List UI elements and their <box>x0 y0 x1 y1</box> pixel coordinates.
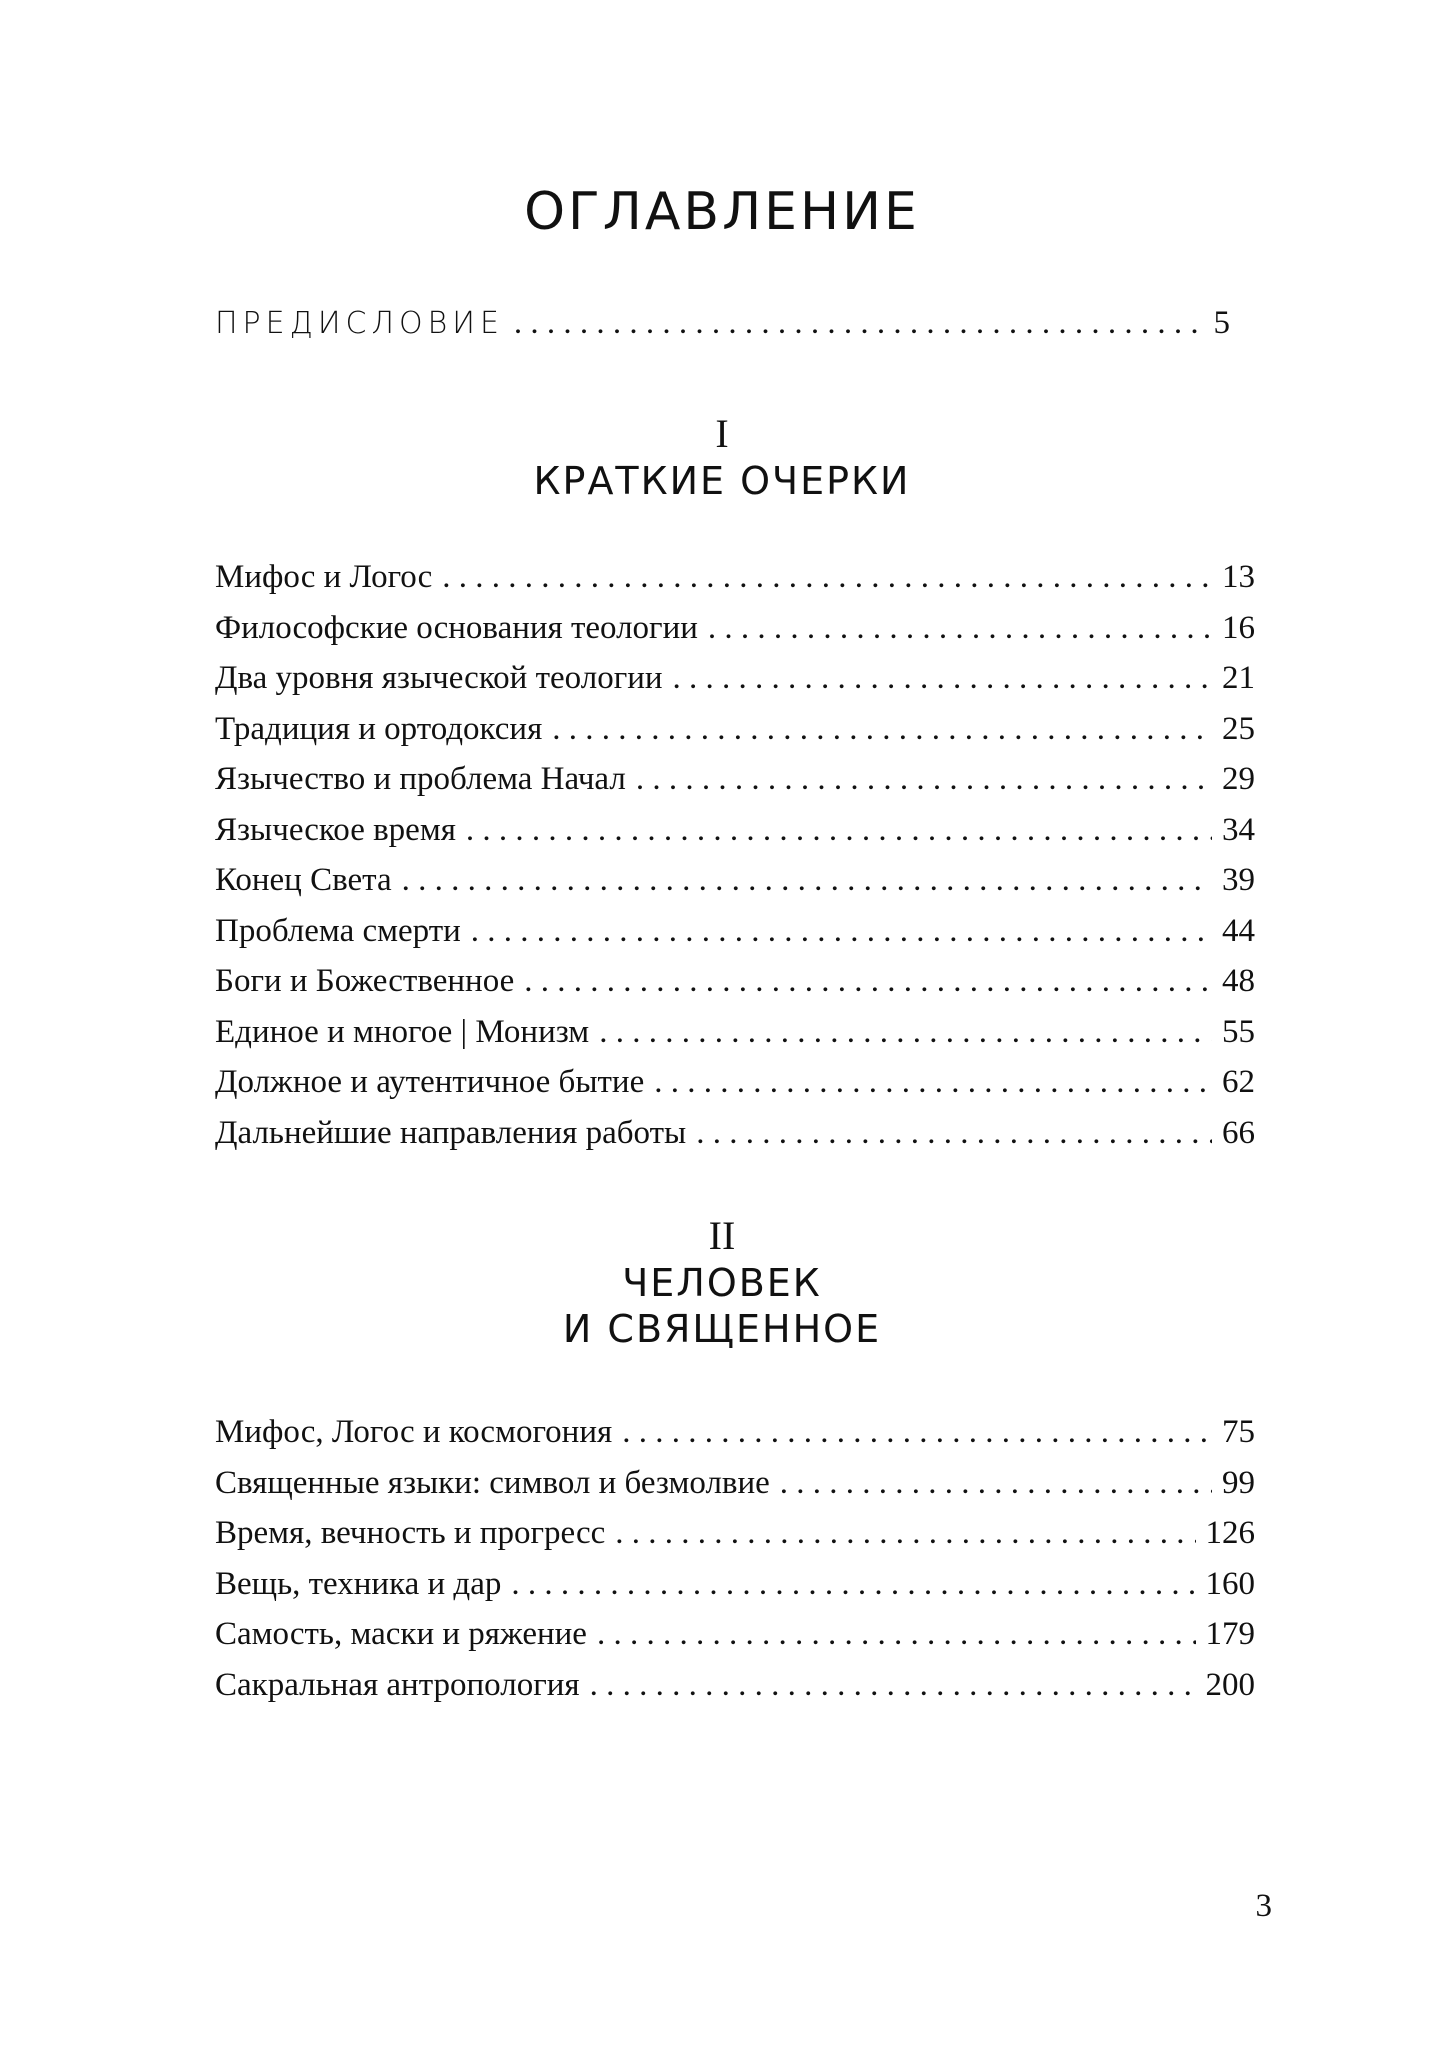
toc-entry[interactable] <box>215 704 1255 755</box>
toc-entry-title: Сакральная антропология <box>215 1666 580 1703</box>
preface-label: ПРЕДИСЛОВИЕ <box>215 306 504 341</box>
toc-entry-page: 44 <box>1222 912 1255 949</box>
toc-entry[interactable] <box>215 754 1255 805</box>
dot-leader <box>597 1609 1196 1659</box>
section-title-line-2: И СВЯЩЕННОЕ <box>562 1307 882 1351</box>
toc-entry-page: 25 <box>1222 710 1255 747</box>
toc-entry-page: 62 <box>1222 1064 1255 1100</box>
toc-entry[interactable] <box>215 1508 1255 1559</box>
toc-entry[interactable] <box>215 1108 1255 1159</box>
toc-entry-page: 21 <box>1222 660 1255 696</box>
toc-entry[interactable] <box>215 603 1255 654</box>
toc-entry[interactable] <box>215 906 1255 957</box>
dot-leader <box>466 805 1212 855</box>
preface-entry[interactable] <box>215 305 1230 351</box>
dot-leader <box>780 1458 1212 1508</box>
toc-entry-title: Язычество и проблема Начал <box>215 761 626 797</box>
dot-leader <box>696 1108 1212 1158</box>
dot-leader <box>402 855 1212 905</box>
preface-page-number: 5 <box>1213 305 1230 341</box>
toc-entry-page: 126 <box>1205 1515 1255 1551</box>
dot-leader <box>514 305 1204 342</box>
toc-entry-page: 34 <box>1222 811 1255 848</box>
toc-entry-title: Традиция и ортодоксия <box>215 710 543 747</box>
toc-entry-title: Проблема смерти <box>215 912 461 949</box>
dot-leader <box>552 704 1212 754</box>
toc-entry-title: Вещь, техника и дар <box>215 1565 502 1602</box>
toc-entry-page: 39 <box>1222 862 1255 898</box>
toc-entry[interactable] <box>215 1057 1255 1108</box>
toc-entry[interactable] <box>215 1660 1255 1711</box>
dot-leader <box>471 906 1212 956</box>
toc-entry[interactable] <box>215 1458 1255 1509</box>
toc-entry-page: 55 <box>1222 1013 1255 1050</box>
toc-entry-page: 99 <box>1222 1464 1255 1501</box>
toc-entry[interactable] <box>215 1407 1255 1458</box>
dot-leader <box>599 1007 1212 1057</box>
section-title-line-1: ЧЕЛОВЕК <box>622 1261 822 1305</box>
toc-entry-title: Языческое время <box>215 811 456 848</box>
toc-entry-title: Философские основания теологии <box>215 609 698 646</box>
dot-leader <box>442 552 1212 602</box>
toc-entry-title: Мифос, Логос и космогония <box>215 1414 613 1450</box>
dot-leader <box>590 1660 1196 1710</box>
dot-leader <box>622 1407 1212 1457</box>
toc-entry-title: Должное и аутентичное бытие <box>215 1064 645 1100</box>
toc-entry[interactable] <box>215 1559 1255 1610</box>
toc-entry-page: 179 <box>1205 1616 1255 1652</box>
toc-entry-title: Конец Света <box>215 862 392 898</box>
toc-entry[interactable] <box>215 653 1255 704</box>
section-numeral: II <box>708 1213 736 1258</box>
page-title: ОГЛАВЛЕНИЕ <box>524 182 920 242</box>
dot-leader <box>511 1559 1195 1609</box>
toc-entry[interactable] <box>215 805 1255 856</box>
toc-entry-page: 29 <box>1222 761 1255 797</box>
dot-leader <box>654 1057 1212 1107</box>
dot-leader <box>524 956 1212 1006</box>
section-heading-1 <box>0 410 1444 504</box>
toc-entry[interactable] <box>215 1609 1255 1660</box>
toc-entry[interactable] <box>215 956 1255 1007</box>
section-numeral: I <box>715 411 729 456</box>
dot-leader <box>636 754 1212 804</box>
dot-leader <box>615 1508 1195 1558</box>
toc-entry-title: Боги и Божественное <box>215 963 515 999</box>
toc-entry-page: 160 <box>1205 1565 1255 1602</box>
toc-entry-page: 16 <box>1222 609 1255 646</box>
toc-entry-title: Самость, маски и ряжение <box>215 1616 587 1652</box>
toc-entry-page: 75 <box>1222 1414 1255 1450</box>
toc-entry-title: Дальнейшие направления работы <box>215 1114 687 1151</box>
toc-entry-page: 66 <box>1222 1114 1255 1151</box>
page-number: 3 <box>1255 1888 1272 1924</box>
toc-entry-title: Священные языки: символ и безмолвие <box>215 1464 770 1501</box>
dot-leader <box>673 653 1212 703</box>
toc-entry-title: Время, вечность и прогресс <box>215 1515 606 1551</box>
toc-list-section-1 <box>215 552 1255 1158</box>
section-title: КРАТКИЕ ОЧЕРКИ <box>533 459 911 503</box>
toc-entry-page: 200 <box>1205 1666 1255 1703</box>
toc-entry-title: Два уровня языческой теологии <box>215 660 663 696</box>
toc-list-section-2 <box>215 1407 1255 1710</box>
section-heading-2 <box>0 1212 1444 1352</box>
toc-entry[interactable] <box>215 1007 1255 1058</box>
toc-entry-page: 48 <box>1222 963 1255 999</box>
toc-entry-page: 13 <box>1222 559 1255 595</box>
toc-entry[interactable] <box>215 552 1255 603</box>
toc-entry-title: Единое и многое | Монизм <box>215 1013 590 1050</box>
toc-entry-title: Мифос и Логос <box>215 559 433 595</box>
dot-leader <box>708 603 1212 653</box>
toc-entry[interactable] <box>215 855 1255 906</box>
